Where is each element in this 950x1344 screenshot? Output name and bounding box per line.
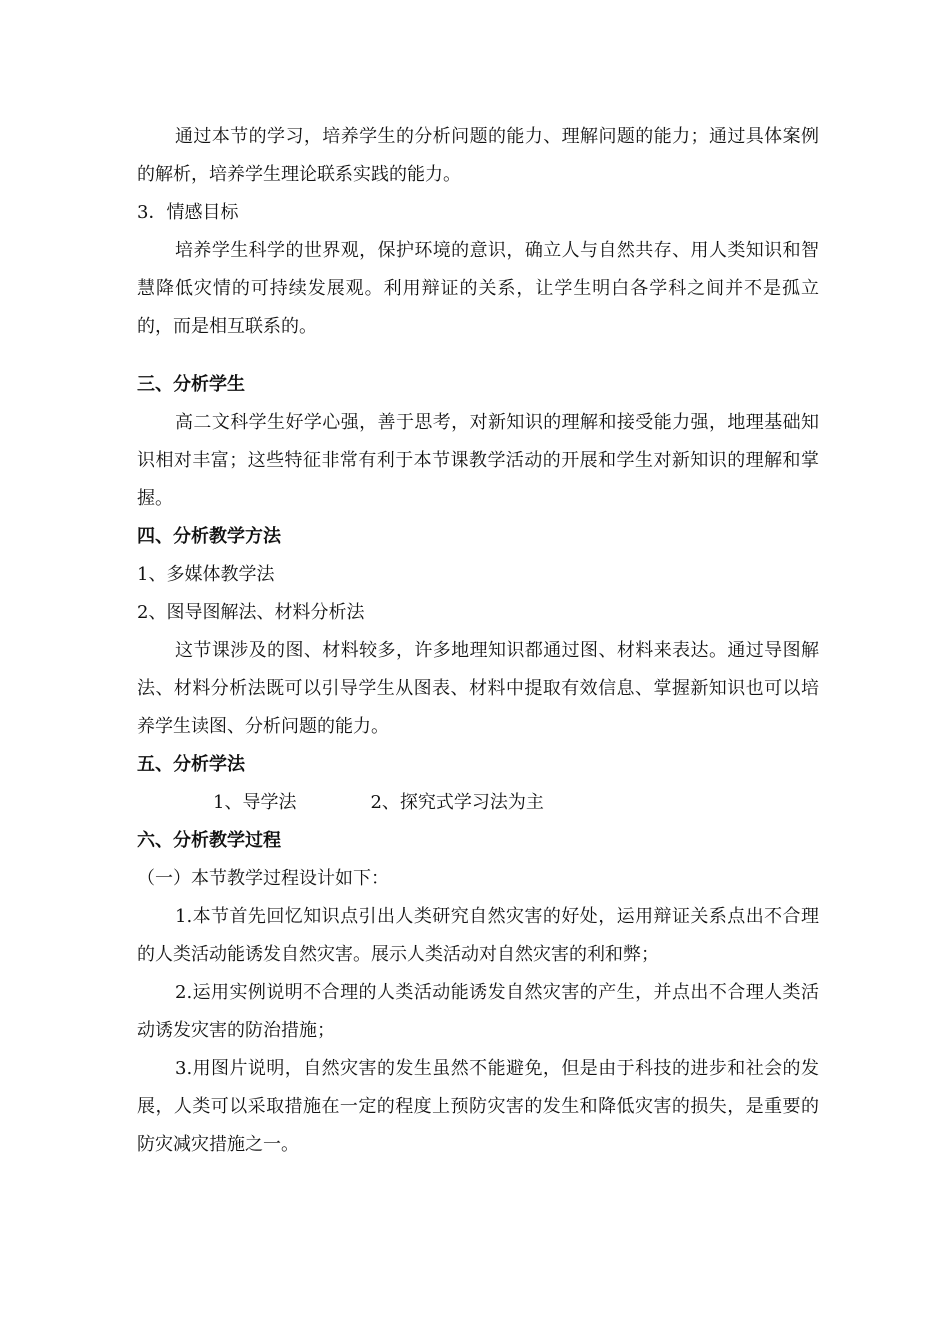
section-3-body: 高二文科学生好学心强，善于思考，对新知识的理解和接受能力强，地理基础知识相对丰富；这些特征非常有利于本节课教学活动的开展和学生对新知识的理解和掌握。 [137,412,819,509]
section-4-item-2: 2、图导图解法、材料分析法 [137,602,365,623]
section-6-step-3: 3.用图片说明，自然灾害的发生虽然不能避免，但是由于科技的进步和社会的发展，人类可以采取措施在一定的程度上预防灾害的发生和降低灾害的损失，是重要的防灾减灾措施之一。 [137,1058,819,1155]
emotion-goal-paragraph: 培养学生科学的世界观，保护环境的意识，确立人与自然共存、用人类知识和智慧降低灾情的可持续发展观。利用辩证的关系，让学生明白各学科之间并不是孤立的，而是相互联系的。 [137,240,819,337]
section-3-title: 三、分析学生 [137,374,245,395]
emotion-goal-heading: 3．情感目标 [137,202,239,223]
section-6-subheading: （一）本节教学过程设计如下： [137,868,389,889]
section-5-methods [137,784,819,822]
section-4-item-1: 1、多媒体教学法 [137,564,275,585]
section-4-title: 四、分析教学方法 [137,526,281,547]
section-5-item-2: 2、探究式学习法为主 [370,792,544,813]
section-6-title: 六、分析教学过程 [137,830,281,851]
section-6-step-1: 1.本节首先回忆知识点引出人类研究自然灾害的好处，运用辩证关系点出不合理的人类活动能诱发自然灾害。展示人类活动对自然灾害的利和弊； [137,906,819,965]
document-page [137,118,819,1164]
section-5-title: 五、分析学法 [137,754,245,775]
section-4-body: 这节课涉及的图、材料较多，许多地理知识都通过图、材料来表达。通过导图解法、材料分析法既可以引导学生从图表、材料中提取有效信息、掌握新知识也可以培养学生读图、分析问题的能力。 [137,640,819,737]
spacer [137,346,819,366]
section-6-step-2: 2.运用实例说明不合理的人类活动能诱发自然灾害的产生，并点出不合理人类活动诱发灾害的防治措施； [137,982,819,1041]
section-5-item-1: 1、导学法 [213,792,297,813]
ability-paragraph: 通过本节的学习，培养学生的分析问题的能力、理解问题的能力；通过具体案例的解析，培养学生理论联系实践的能力。 [137,126,819,185]
